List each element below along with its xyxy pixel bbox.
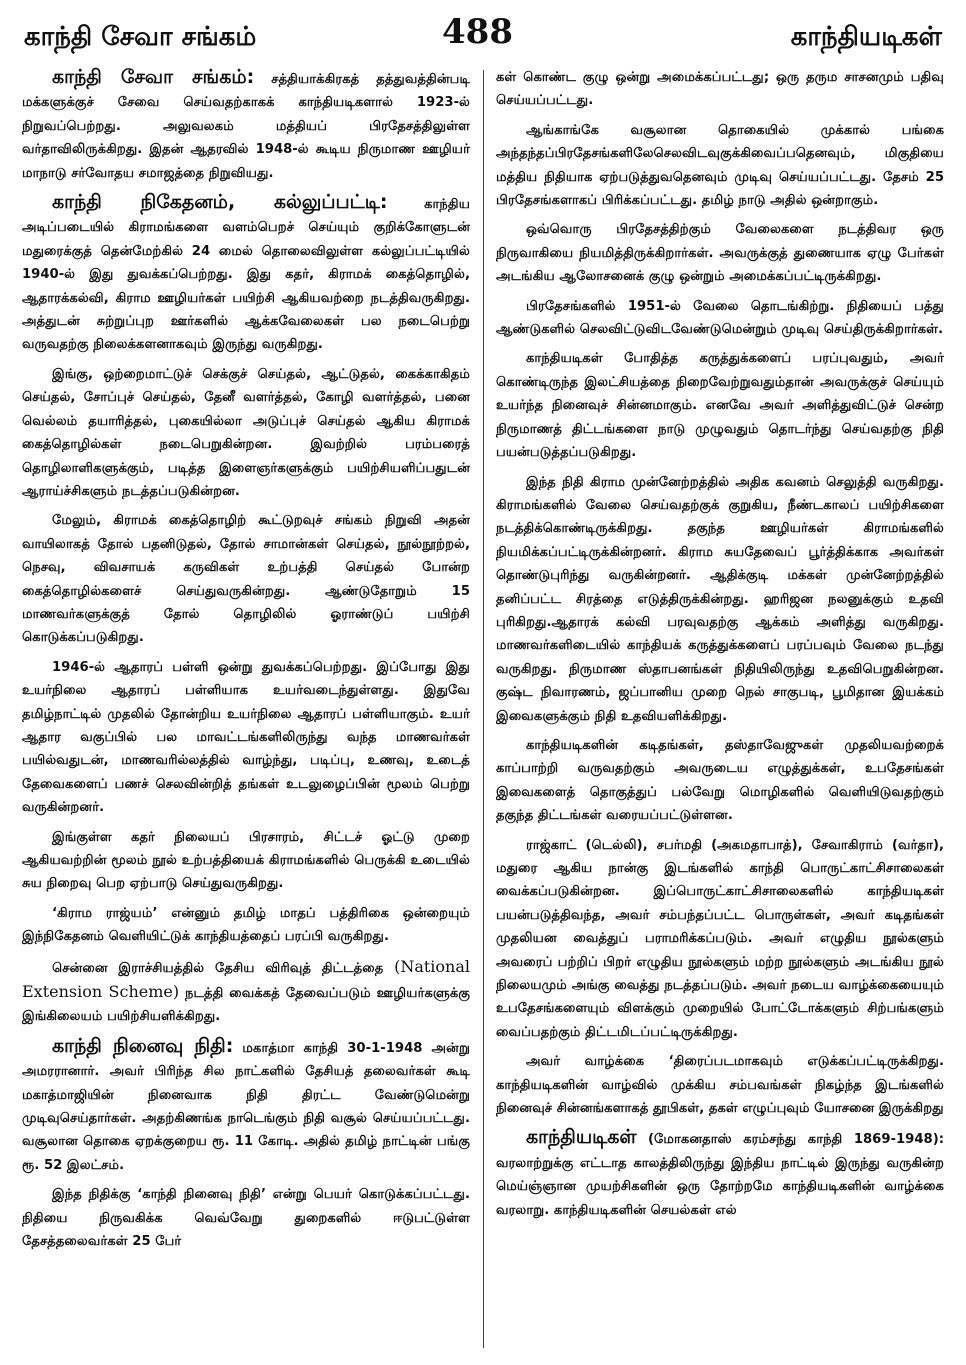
page-header bbox=[22, 12, 944, 64]
paragraph bbox=[22, 955, 470, 1029]
paragraph: ஆங்காங்கே வசூலான தொகையில் முக்கால் பங்கை அந்தந்தப்பிரதேசங்களிலேசெலவிடவுகுக்கிவைப்பதெனவும், மிகுதியை மத்திய நிதியாக ஏற்படுத்துவதெனவும் முடிவு செய்யப்பட்டது. தேசம் 25 பிரதேசங்களாகப் பிரிக்கப்பட்டது. தமிழ் நாடு அதில் ஒன்றாகும். bbox=[496, 122, 944, 209]
entry-gandhi-niketan bbox=[22, 191, 470, 357]
entry-text: 1869-1948): வரலாற்றுக்கு எட்டாத காலத்திலிருந்து இந்திய நாட்டில் இருந்து வருகின்ற மெய்ஞ்ஞான முயற்சிகளின் ஒரு தோற்றமே காந்தியடிகளின் வாழ்க்கை வரலாறு. காந்தியடிகளின் செயல்கள் எல் bbox=[496, 1132, 944, 1218]
article-columns bbox=[22, 66, 944, 1356]
entry-text: மகாத்மா காந்தி 30-1-1948 அன்று அமரரானார். அவர் பிரிந்த சில நாட்களில் தேசியத் தலைவர்கள் கூடி மகாத்மாஜியின் நினைவாக நிதி திரட்ட வேண்டுமென்று முடிவுசெய்தார்கள். அதற்கிணங்க நாடெங்கும் நிதி வசூல் செய்யப்பட்டது. வசூலான தொகை ஏறக்குறைய ரூ. 11 கோடி. அதில் தமிழ் நாட்டின் பங்கு ரூ. 52 இலட்சம். bbox=[22, 1040, 470, 1173]
running-head-right: காந்தியடிகள் bbox=[790, 22, 942, 52]
paragraph: ராஜ்காட் (டெல்லி), சபர்மதி (அகமதாபாத்), சேவாகிராம் (வர்தா), மதுரை ஆகிய நான்கு இடங்களில் காந்தி பொருட்காட்சிசாலைகள் வைக்கப்படுகின்றன. இப்பொருட்காட்சிசாலைகளில் காந்தியடிகள் பயன்படுத்திவந்த, அவர் சம்பந்தப்பட்ட பொருள்கள், அவர் கடிதங்கள் முதலியன வைத்துப் பராமரிக்கப்படும். அவர் எழுதிய நூல்களும் அவரைப் பற்றிப் பிறர் எழுதிய நூல்களும் மற்ற நூல்களும் அடங்கிய நூல் நிலையமும் அங்கு வைத்து நடத்தப்படும். அவர் நடைய வாழ்க்கையையும் உபதேசங்களையும் விளக்கும் முறையில் போட்டோக்களும் சிற்பங்களும் வைப்பதற்கும் திட்டமிடப்பட்டிருக்கிறது. bbox=[496, 837, 944, 1040]
running-head-left: காந்தி சேவா சங்கம் bbox=[24, 22, 257, 52]
paragraph: அவர் வாழ்க்கை ‘திரைப்படமாகவும் எடுக்கப்பட்டிருக்கிறது. காந்தியடிகளின் வாழ்வில் முக்கிய சம்பவங்கள் நிகழ்ந்த இடங்களில் நினைவுச் சின்னங்களாகத் தூபிகள், தகள் எழுப்புவும் யோசனை இருக்கிறது bbox=[496, 1054, 944, 1117]
paragraph: இங்கு, ஒற்றைமாட்டுச் செக்குச் செய்தல், ஆட்டுதல், கைக்காகிதம் செய்தல், சோப்புச் செய்தல், தேனீ வளர்த்தல், கோழி வளர்த்தல், பனை வெல்லம் தயாரித்தல், புகையில்லா அடுப்புச் செய்தல் ஆகிய கிராமக் கைத்தொழில்கள் நடைபெறுகின்றன. இவற்றில் பரம்பரைத் தொழிலாளிகளுக்கும், படித்த இளைஞர்களுக்கும் பயிற்சியளிப்பதுடன் ஆராய்ச்சிகளும் நடத்தப்படுகின்றன. bbox=[22, 366, 470, 499]
entry-heading: காந்தியடிகள் bbox=[526, 1126, 637, 1149]
paragraph: ஒவ்வொரு பிரதேசத்திற்கும் வேலைகளை நடத்திவர ஒரு நிருவாகியை நியமித்திருக்கிறார்கள். அவருக்குத் துணையாக ஏழு பேர்கள் அடங்கிய ஆலோசனைக் குழு ஒன்றும் அமைக்கப்பட்டிருக்கிறது. bbox=[496, 222, 944, 285]
entry-gandhi-seva-sangam bbox=[22, 66, 470, 185]
paragraph: இந்த நிதி கிராம முன்னேற்றத்தில் அதிக கவனம் செலுத்தி வருகிறது. கிராமங்களில் வேலை செய்வதற்குக் குறுகிய, நீண்டகாலப் பயிற்சிகளை நடத்திக்கொண்டிருக்கிறது. தகுந்த ஊழியர்கள் கிராமங்களில் நியமிக்கப்பட்டிருக்கின்றனர். கிராம சுயதேவைப் பூர்த்திக்காக அவர்கள் தொண்டுபுரிந்து வருகின்றனர். ஆதிக்குடி மக்கள் முன்னேற்றத்தில் தனிப்பட்ட சிரத்தை எடுத்திருக்கின்றது. ஹரிஜன நலனுக்கும் உதவி புரிகிறது.ஆதாரக் கல்வி பரவுவதற்கு ஆக்கம் அளித்து வருகிறது. மாணவர்களிடையில் காந்தியக் கருத்துக்களைப் பரப்பவும் வேலை நடந்து வருகிறது. நிருமாண ஸ்தாபனங்கள் நிதியிலிருந்து உதவிபெறுகின்றன. குஷ்ட நிவாரணம், ஜப்பானிய முறை நெல் சாகுபடி, பூமிதான இயக்கம் இவைகளுக்கும் நிதி உதவியளிக்கிறது. bbox=[496, 474, 944, 724]
column-divider bbox=[483, 70, 484, 1348]
right-column bbox=[496, 66, 944, 1356]
page-number: 488 bbox=[442, 12, 513, 52]
entry-gandhiji bbox=[496, 1126, 944, 1222]
entry-gandhi-memorial-fund bbox=[22, 1035, 470, 1177]
paragraph: இந்த நிதிக்கு ‘காந்தி நினைவு நிதி’ என்று பெயர் கொடுக்கப்பட்டது. நிதியை நிருவகிக்க வெவ்வேறு துறைகளில் ஈடுபட்டுள்ள தேசத்தலைவர்கள் 25 பேர் bbox=[22, 1187, 470, 1250]
paragraph: இங்குள்ள கதர் நிலையப் பிரசாரம், சிட்டச் ஓட்டு முறை ஆகியவற்றின் மூலம் நூல் உற்பத்தியைக் கிராமங்களில் பெருக்கி உடையில் சுய நிறைவு பெற ஏற்பாடு செய்துவருகிறது. bbox=[22, 829, 470, 892]
paragraph: ‘கிராம ராஜ்யம்’ என்னும் தமிழ் மாதப் பத்திரிகை ஒன்றையும் இந்நிகேதனம் வெளியிட்டுக் காந்தியத்தைப் பரப்பி வருகிறது. bbox=[22, 905, 470, 945]
paragraph: பிரதேசங்களில் 1951-ல் வேலை தொடங்கிற்று. நிதியைப் பத்து ஆண்டுகளில் செலவிட்டுவிடவேண்டுமென்றும் முடிவு செய்திருக்கிறார்கள். bbox=[496, 298, 944, 338]
paragraph: காந்தியடிகள் போதித்த கருத்துக்களைப் பரப்புவதும், அவர் கொண்டிருந்த இலட்சியத்தை நிறைவேற்றுவதும்தான் அவருக்குச் செய்யும் உயர்ந்த நினைவுச் சின்னமாகும். எனவே அவர் அளித்துவிட்டுச் சென்ற நிருமாணத் திட்டங்களை நாடு முழுவதும் தொடர்ந்து செய்வதற்கு நிதி பயன்படுத்தப்படுகிறது. bbox=[496, 351, 944, 461]
paragraph: மேலும், கிராமக் கைத்தொழிற் கூட்டுறவுச் சங்கம் நிறுவி அதன் வாயிலாகத் தோல் பதனிடுதல், தோல் சாமான்கள் செய்தல், நூல்நூற்றல், நெசவு, விவசாயக் கருவிகள் உற்பத்தி செய்தல் போன்ற கைத்தொழில்களைச் செய்துவருகின்றது. ஆண்டுதோறும் 15 மாணவர்களுக்குத் தோல் தொழிலில் ஓராண்டுப் பயிற்சி கொடுக்கப்படுகிறது. bbox=[22, 513, 470, 646]
entry-text: காந்திய அடிப்படையில் கிராமங்களை வளம்பெறச் செய்யும் குறிக்கோளுடன் மதுரைக்குத் தென்மேற்கில் 24 மைல் தொலைவிலுள்ள கல்லுப்பட்டியில் 1940-ல் இது துவக்கப்பெற்றது. இது கதர், கிராமக் கைத்தொழில், ஆதாரக்கல்வி, கிராம ஊழியர்கள் பயிற்சி ஆகியவற்றை நடத்திவருகிறது. அத்துடன் சுற்றுப்புற ஊர்களில் ஆக்கவேலைகள் பல நடைபெற்று வருவதற்கு நிலைக்களனாகவும் இருந்து வருகிறது. bbox=[22, 197, 470, 353]
english-term: (National Extension Scheme) bbox=[22, 956, 470, 1002]
entry-parenthetical: (மோகனதாஸ் கரம்சந்து காந்தி bbox=[636, 1132, 843, 1148]
entry-heading: காந்தி நினைவு நிதி: bbox=[52, 1034, 234, 1057]
paragraph bbox=[22, 656, 470, 820]
paragraph-text: 1946-ல் ஆதாரப் பள்ளி ஒன்று துவக்கப்பெற்றது. இப்போது இது உயர்நிலை ஆதாரப் பள்ளியாக உயர்வடைந்துள்ளது. இதுவே தமிழ்நாட்டில் முதலில் தோன்றிய உயர்நிலை ஆதாரப் பள்ளியாகும். உயர் ஆதார வகுப்பில் பல மாவட்டங்களிலிருந்து வந்த மாணவர்கள் பயில்வதுடன், மாணவரில்லத்தில் வாழ்ந்து, படிப்பு, உணவு, உடைத் தேவைகளைப் பணச் செலவின்றித் தங்கள் உடலுழைப்பின் மூலம் பெற்று வருகின்றனர். bbox=[22, 659, 470, 816]
entry-text: சத்தியாக்கிரகத் தத்துவத்தின்படி மக்களுக்குச் சேவை செய்வதற்காகக் காந்தியடிகளால் 1923-ல் நிறுவப்பெற்றது. அலுவலகம் மத்தியப் பிரதேசத்திலுள்ள வர்தாவிலிருக்கிறது. இதன் ஆதரவில் 1948-ல் கூடிய நிருமாண ஊழியர் மாநாடு சர்வோதய சமாஜத்தை நிறுவியது. bbox=[22, 72, 470, 181]
entry-heading: காந்தி சேவா சங்கம்: bbox=[52, 66, 255, 88]
entry-heading: காந்தி நிகேதனம், கல்லுப்பட்டி: bbox=[52, 191, 388, 214]
paragraph: காந்தியடிகளின் கடிதங்கள், தஸ்தாவேஜுகள் முதலியவற்றைக் காப்பாற்றி வருவதற்கும் அவருடைய எழுத்துக்கள், உபதேசங்கள் இவைகளைத் தொகுத்துப் பல்வேறு மொழிகளில் வெளியிடுவதற்கும் தகுந்த திட்டங்கள் வரையப்பட்டுள்ளன. bbox=[496, 737, 944, 824]
left-column bbox=[22, 66, 470, 1356]
paragraph: கள் கொண்ட குழு ஒன்று அமைக்கப்பட்டது; ஒரு தரும சாசனமும் பதிவு செய்யப்பட்டது. bbox=[496, 70, 944, 109]
paragraph-text: நடத்தி வைக்கத் தேவைப்படும் ஊழியர்களுக்கு இங்கிலையம் பயிற்சியளிக்கிறது. bbox=[22, 986, 470, 1025]
paragraph-text: சென்னை இராச்சியத்தில் தேசிய விரிவுத் திட்டத்தை bbox=[52, 960, 395, 976]
